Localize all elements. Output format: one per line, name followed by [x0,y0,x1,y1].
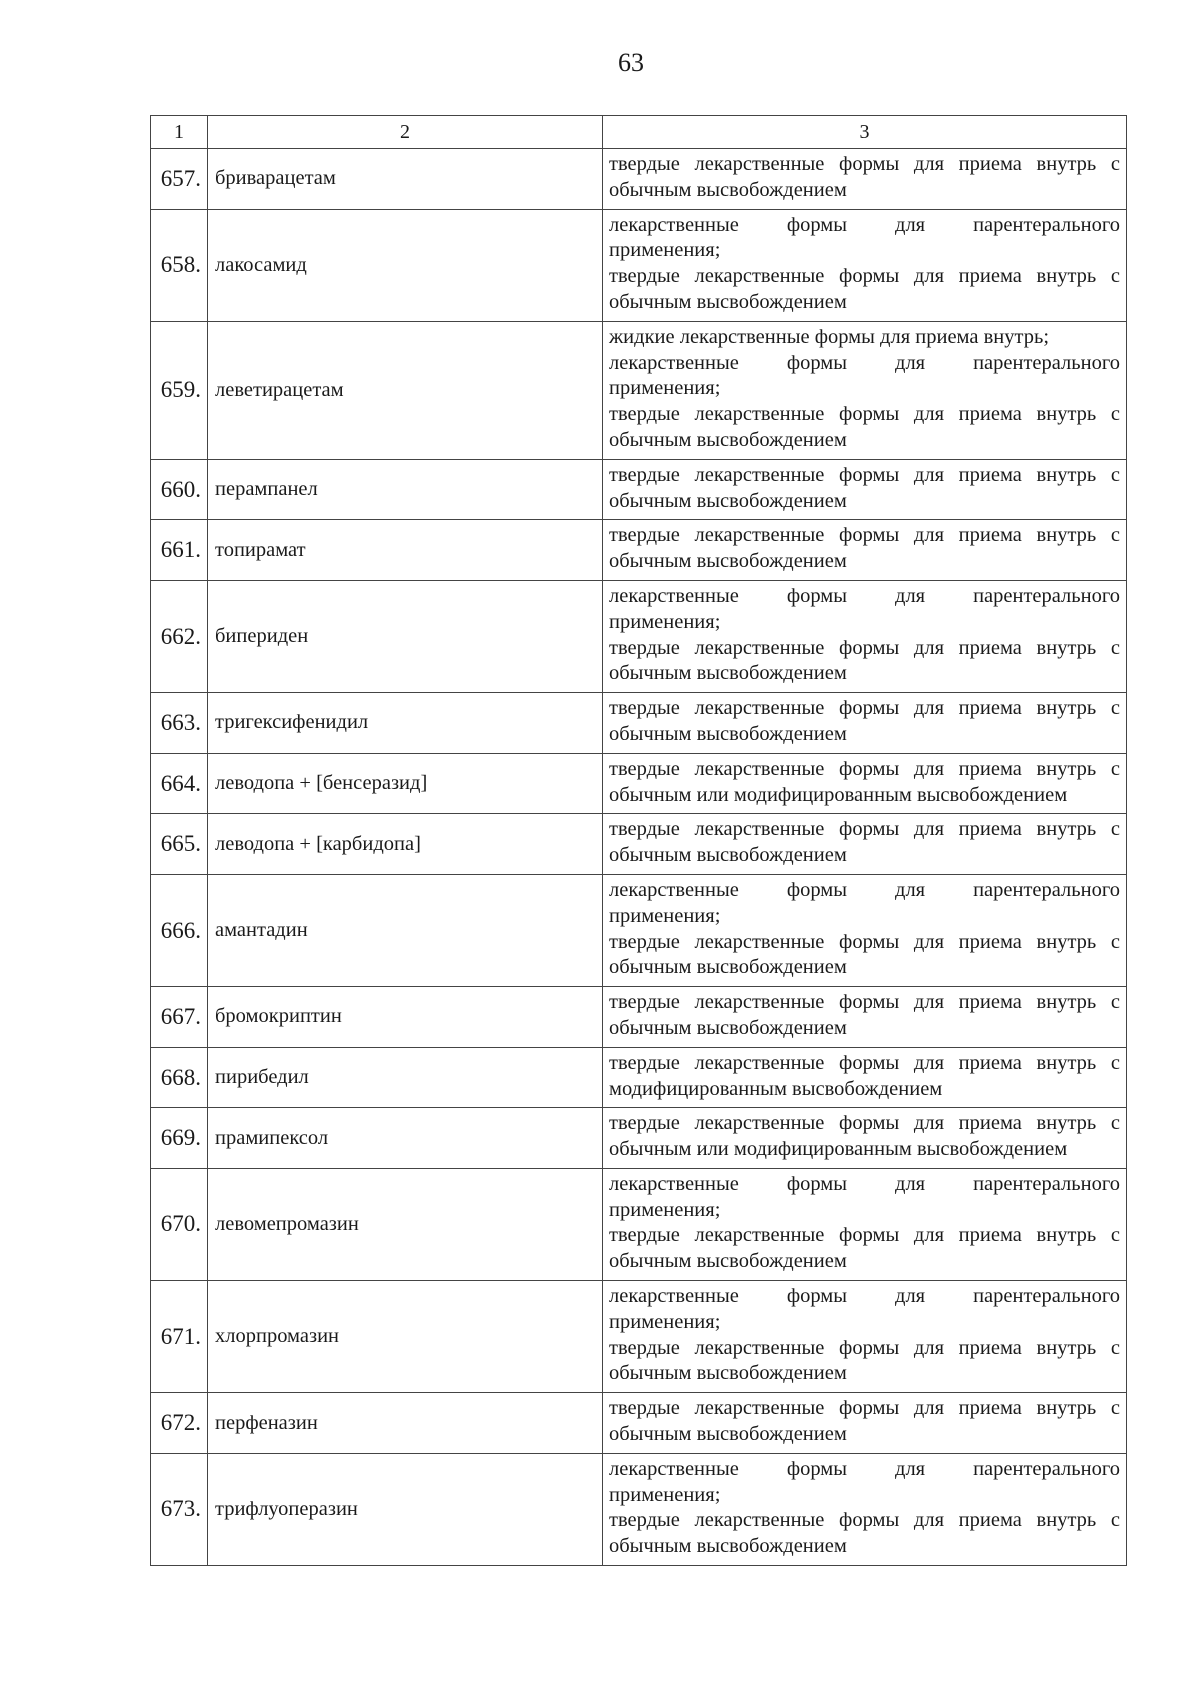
dosage-forms [603,1168,1127,1280]
dosage-form-line: применения; [609,610,721,633]
dosage-forms [603,580,1127,692]
dosage-form-line: жидкие лекарственные формы для приема внутрь; [609,325,1050,348]
table-row [151,987,1127,1048]
drug-name: перампанел [208,459,603,520]
row-number: 673. [151,1453,208,1565]
row-number: 669. [151,1108,208,1169]
drug-name: лакосамид [208,209,603,321]
dosage-form-line: лекарственные формы для парентерального [609,878,1120,901]
table-row [151,693,1127,754]
dosage-forms [603,209,1127,321]
table-row [151,874,1127,986]
drug-name: амантадин [208,874,603,986]
dosage-form-line: лекарственные формы для парентерального [609,213,1120,236]
table-row [151,1393,1127,1454]
dosage-forms [603,459,1127,520]
table-row [151,580,1127,692]
table-row [151,1047,1127,1108]
column-header-3: 3 [603,116,1127,149]
dosage-form-line: лекарственные формы для парентерального [609,1285,1120,1308]
dosage-form-line: твердые лекарственные формы для приема внутрь с [609,1224,1120,1247]
column-header-2: 2 [208,116,603,149]
dosage-forms [603,753,1127,814]
dosage-form-line: лекарственные формы для парентерального [609,1457,1120,1480]
dosage-form-line: обычным высвобождением [609,290,847,313]
drug-name: левомепромазин [208,1168,603,1280]
dosage-form-line: твердые лекарственные формы для приема внутрь с [609,1051,1120,1074]
row-number: 661. [151,520,208,581]
row-number: 668. [151,1047,208,1108]
dosage-form-line: твердые лекарственные формы для приема внутрь с [609,757,1120,780]
drug-name: леветирацетам [208,321,603,459]
dosage-form-line: обычным высвобождением [609,1423,847,1446]
drug-name: перфеназин [208,1393,603,1454]
dosage-form-line: лекарственные формы для парентерального [609,1172,1120,1195]
dosage-form-line: твердые лекарственные формы для приема внутрь с [609,636,1120,659]
dosage-forms [603,693,1127,754]
dosage-form-line: обычным высвобождением [609,662,847,685]
dosage-form-line: применения; [609,239,721,262]
row-number: 664. [151,753,208,814]
dosage-forms [603,814,1127,875]
dosage-form-line: обычным высвобождением [609,844,847,867]
table-body [151,116,1127,1566]
row-number: 671. [151,1281,208,1393]
table-row [151,321,1127,459]
drug-name: бипериден [208,580,603,692]
dosage-forms [603,987,1127,1048]
drug-name: бромокриптин [208,987,603,1048]
dosage-form-line: твердые лекарственные формы для приема внутрь с [609,930,1120,953]
dosage-form-line: обычным или модифицированным высвобождением [609,783,1068,806]
dosage-forms [603,321,1127,459]
dosage-form-line: обычным высвобождением [609,722,847,745]
dosage-form-line: обычным или модифицированным высвобождением [609,1138,1068,1161]
column-header-1: 1 [151,116,208,149]
drug-name: бриварацетам [208,149,603,210]
row-number: 657. [151,149,208,210]
dosage-forms [603,874,1127,986]
dosage-forms [603,520,1127,581]
dosage-form-line: твердые лекарственные формы для приема внутрь с [609,403,1120,426]
dosage-form-line: твердые лекарственные формы для приема внутрь с [609,697,1120,720]
dosage-forms [603,1047,1127,1108]
dosage-form-line: твердые лекарственные формы для приема внутрь с [609,265,1120,288]
drug-name: тригексифенидил [208,693,603,754]
table-row [151,520,1127,581]
dosage-form-line: обычным высвобождением [609,1016,847,1039]
dosage-forms [603,1108,1127,1169]
table-row [151,814,1127,875]
dosage-form-line: обычным высвобождением [609,956,847,979]
dosage-form-line: обычным высвобождением [609,1362,847,1385]
table-row [151,1281,1127,1393]
drug-name: хлорпромазин [208,1281,603,1393]
table-row [151,459,1127,520]
dosage-form-line: обычным высвобождением [609,550,847,573]
dosage-form-line: обычным высвобождением [609,1250,847,1273]
table-row [151,1453,1127,1565]
table-row [151,209,1127,321]
page-number: 63 [618,48,644,77]
dosage-form-line: лекарственные формы для парентерального [609,351,1120,374]
dosage-form-line: обычным высвобождением [609,428,847,451]
dosage-form-line: твердые лекарственные формы для приема внутрь с [609,153,1120,175]
dosage-form-line: твердые лекарственные формы для приема внутрь с [609,1336,1120,1359]
dosage-form-line: обычным высвобождением [609,489,847,512]
drug-name: леводопа + [бенсеразид] [208,753,603,814]
dosage-form-line: применения; [609,1483,721,1506]
dosage-form-line: обычным высвобождением [609,178,847,201]
dosage-form-line: твердые лекарственные формы для приема внутрь с [609,1397,1120,1420]
table-row [151,1108,1127,1169]
dosage-form-line: применения; [609,377,721,400]
dosage-form-line: обычным высвобождением [609,1535,847,1558]
row-number: 659. [151,321,208,459]
table-header-row [151,116,1127,149]
row-number: 662. [151,580,208,692]
row-number: 658. [151,209,208,321]
row-number: 670. [151,1168,208,1280]
drug-name: топирамат [208,520,603,581]
dosage-form-line: применения; [609,1310,721,1333]
drug-name: леводопа + [карбидопа] [208,814,603,875]
dosage-forms [603,1281,1127,1393]
dosage-form-line: модифицированным высвобождением [609,1077,943,1100]
table-row [151,149,1127,210]
dosage-form-line: твердые лекарственные формы для приема внутрь с [609,463,1120,486]
dosage-form-line: твердые лекарственные формы для приема внутрь с [609,991,1120,1014]
dosage-forms [603,1393,1127,1454]
row-number: 666. [151,874,208,986]
dosage-form-line: применения; [609,904,721,927]
dosage-form-line: твердые лекарственные формы для приема внутрь с [609,818,1120,841]
dosage-form-line: лекарственные формы для парентерального [609,584,1120,607]
drug-name: трифлуоперазин [208,1453,603,1565]
dosage-form-line: твердые лекарственные формы для приема внутрь с [609,1509,1120,1532]
table-row [151,1168,1127,1280]
dosage-forms [603,1453,1127,1565]
drug-name: прамипексол [208,1108,603,1169]
row-number: 672. [151,1393,208,1454]
table-row [151,753,1127,814]
row-number: 663. [151,693,208,754]
dosage-form-line: применения; [609,1198,721,1221]
drug-table [150,115,1127,1566]
dosage-form-line: твердые лекарственные формы для приема внутрь с [609,524,1120,547]
dosage-forms [603,149,1127,210]
drug-name: пирибедил [208,1047,603,1108]
row-number: 667. [151,987,208,1048]
row-number: 665. [151,814,208,875]
row-number: 660. [151,459,208,520]
dosage-form-line: твердые лекарственные формы для приема внутрь с [609,1112,1120,1135]
